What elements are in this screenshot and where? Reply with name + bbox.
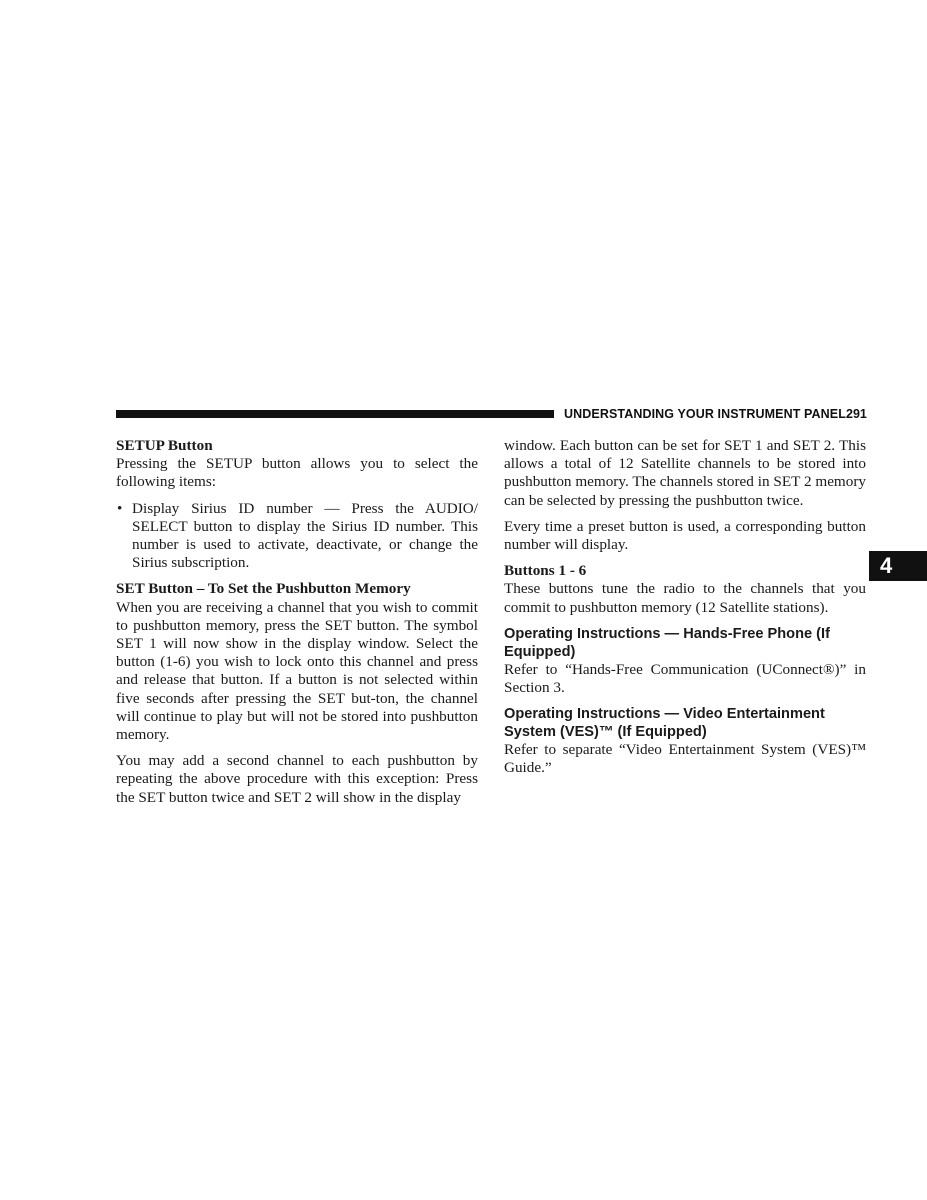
- page-number: 291: [846, 407, 867, 421]
- list-item-text: Display Sirius ID number — Press the AUDIO/ SELECT button to display the Sirius ID number. This number is used to activate, deactivate, or change the Sirius subscription.: [132, 499, 478, 572]
- set-button-heading: SET Button – To Set the Pushbutton Memory: [116, 580, 411, 598]
- setup-button-heading: SETUP Button: [116, 437, 213, 454]
- left-column: [116, 437, 478, 815]
- setup-intro-paragraph: Pressing the SETUP button allows you to select the following items:: [116, 455, 478, 491]
- video-entertainment-paragraph: Refer to separate “Video Entertainment System (VES)™ Guide.”: [504, 741, 866, 777]
- hands-free-phone-heading: Operating Instructions — Hands-Free Phone (If Equipped): [504, 625, 830, 660]
- header-rule: [116, 410, 554, 418]
- buttons-paragraph: These buttons tune the radio to the channels that you commit to pushbutton memory (12 Satellite stations).: [504, 580, 866, 616]
- right-column: [504, 437, 866, 786]
- chapter-tab: 4: [869, 551, 927, 581]
- list-item: [116, 500, 478, 573]
- set-button-paragraph: When you are receiving a channel that you wish to commit to pushbutton memory, press the SET button. The symbol SET 1 will now show in the display window. Select the button (1-6) you wish to lock onto this channel and press and release that button. If a button is not selected within five seconds after pressing the SET but-ton, the channel will continue to play but will not be stored into pushbutton memory.: [116, 598, 478, 744]
- running-header-title: UNDERSTANDING YOUR INSTRUMENT PANEL: [564, 407, 846, 421]
- second-channel-paragraph: You may add a second channel to each pushbutton by repeating the above procedure with this exception: Press the SET button twice and SET 2 will show in the display: [116, 752, 478, 806]
- hands-free-phone-paragraph: Refer to “Hands-Free Communication (UConnect®)” in Section 3.: [504, 660, 866, 697]
- bullet-icon: •: [117, 499, 123, 517]
- continuation-paragraph: window. Each button can be set for SET 1 and SET 2. This allows a total of 12 Satellite channels to be stored into pushbutton memory. The channels stored in SET 2 memory can be selected by pressing the pushbutton twice.: [504, 437, 866, 509]
- preset-paragraph: Every time a preset button is used, a corresponding button number will display.: [504, 517, 866, 554]
- video-entertainment-heading: Operating Instructions — Video Entertainment System (VES)™ (If Equipped): [504, 706, 825, 741]
- setup-items-list: [116, 500, 478, 573]
- buttons-heading: Buttons 1 - 6: [504, 562, 587, 580]
